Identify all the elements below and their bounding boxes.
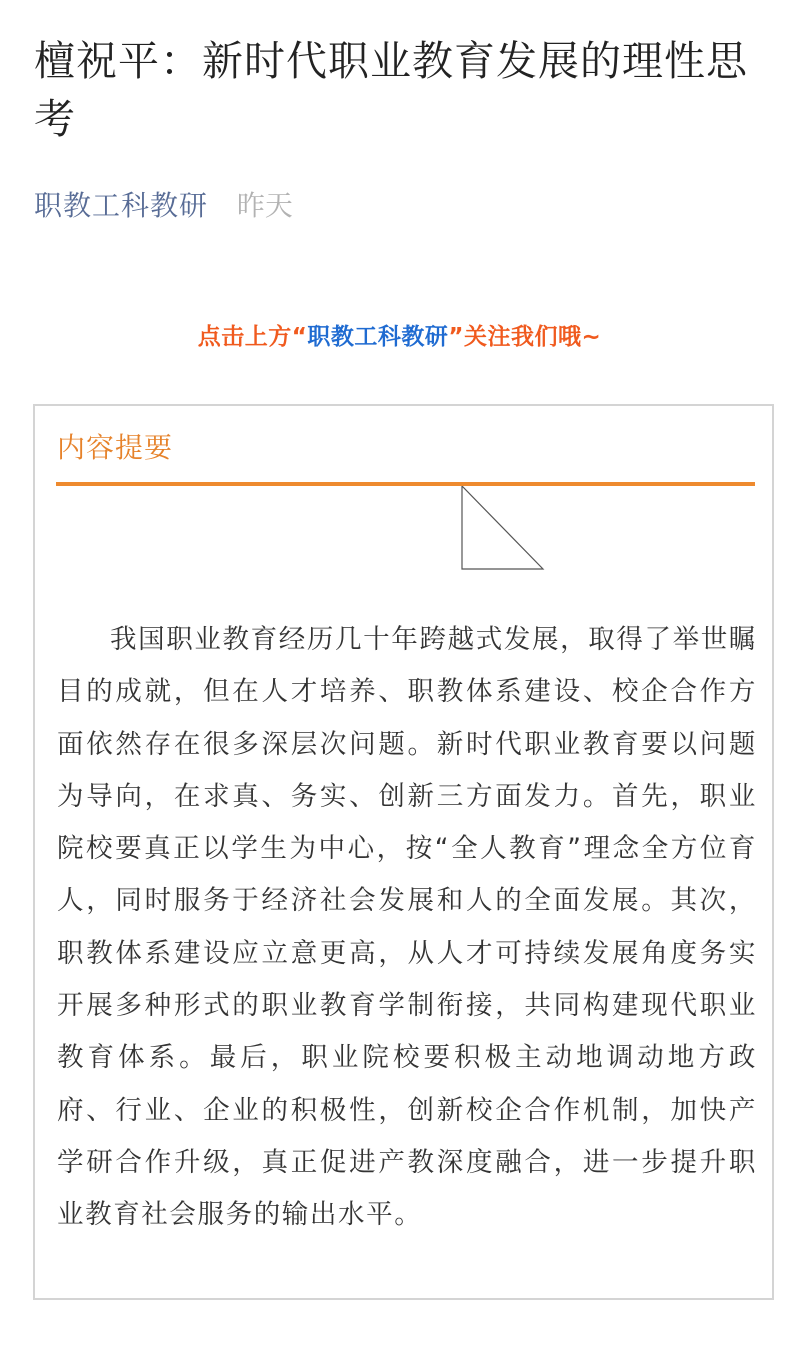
follow-banner-account[interactable]: 职教工科教研 [307, 324, 449, 350]
triangle-decoration-icon [461, 486, 545, 570]
article-title: 檀祝平：新时代职业教育发展的理性思考 [34, 37, 748, 143]
summary-divider [56, 482, 755, 486]
follow-banner-suffix: ”关注我们哦~ [448, 324, 602, 350]
summary-heading: 内容提要 [57, 431, 174, 464]
follow-banner-prefix: 点击上方“ [197, 324, 308, 350]
summary-body: 我国职业教育经历几十年跨越式发展，取得了举世瞩目的成就，但在人才培养、职教体系建设、校企合作方面依然存在很多深层次问题。新时代职业教育要以问题为导向，在求真、务实、创新三方面发力。首先，职业院校要真正以学生为中心，按“全人教育”理念全方位育人，同时服务于经济社会发展和人的全面发展。其次，职教体系建设应立意更高，从人才可持续发展角度务实开展多种形式的职业教育学制衔接，共同构建现代职业教育体系。最后，职业院校要积极主动地调动地方政府、行业、企业的积极性，创新校企合作机制，加快产学研合作升级，真正促进产教深度融合，进一步提升职业教育社会服务的输出水平。 [57, 624, 757, 1231]
author-link[interactable]: 职教工科教研 [34, 189, 209, 222]
publish-date: 昨天 [236, 189, 293, 222]
follow-banner [0, 320, 799, 354]
summary-box [33, 404, 774, 1300]
article-meta [34, 186, 293, 226]
